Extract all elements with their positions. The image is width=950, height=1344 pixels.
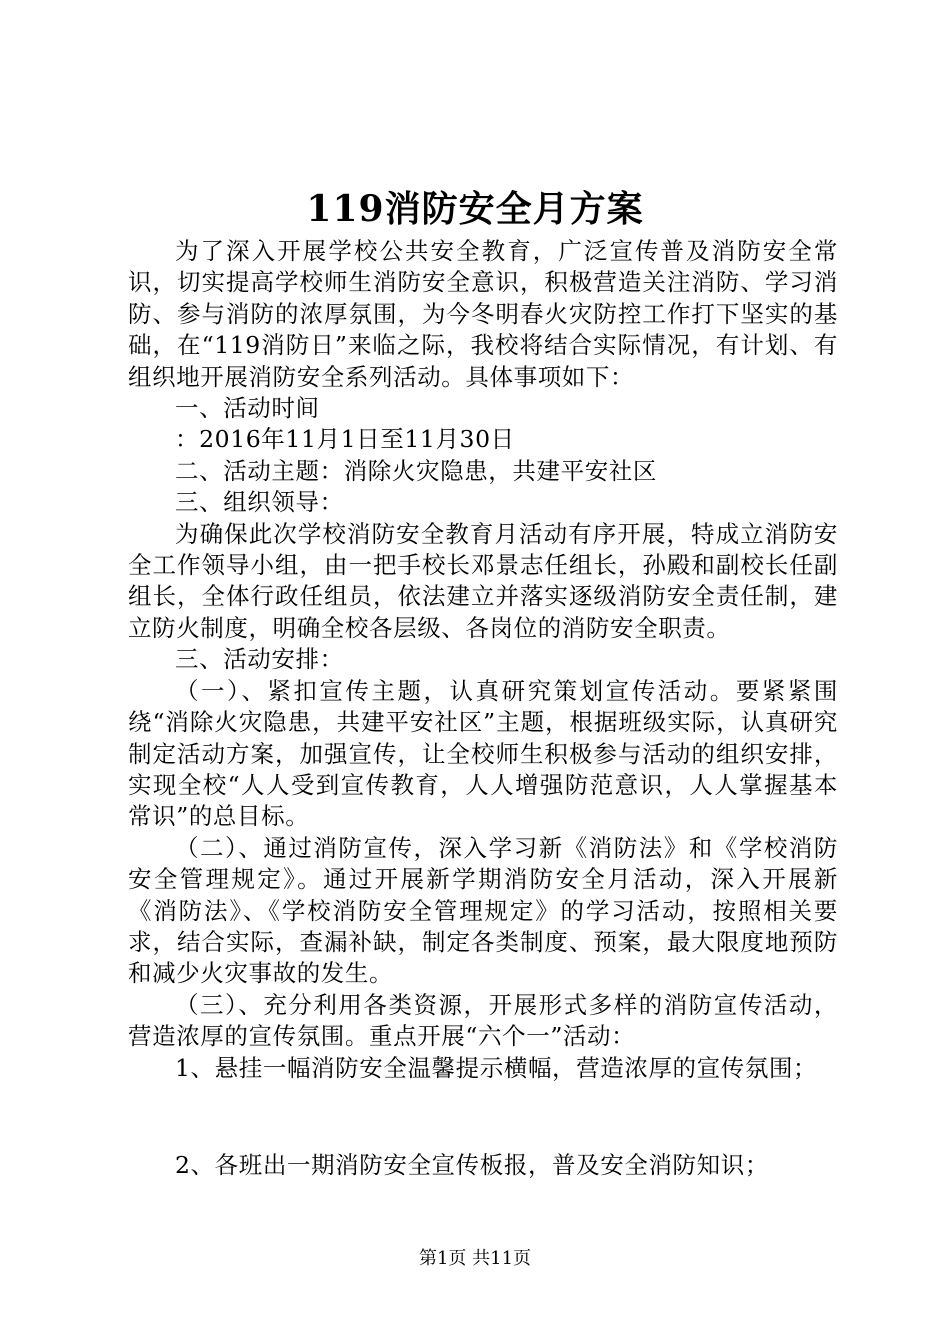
intro-paragraph: 为了深入开展学校公共安全教育，广泛宣传普及消防安全常识，切实提高学校师生消防安全意识，积极营造关注消防、学习消防、参与消防的浓厚氛围，为今冬明春火灾防控工作打下坚实的基础，在“119消防日”来临之际，我校将结合实际情况，有计划、有组织地开展消防安全系列活动。具体事项如下： bbox=[128, 237, 838, 391]
section-heading-time: 一、活动时间 bbox=[175, 394, 320, 423]
six-activities-item-1: 1、悬挂一幅消防安全温馨提示横幅，营造浓厚的宣传氛围； bbox=[175, 1053, 818, 1082]
arrangement-item-1: （一）、紧扣宣传主题，认真研究策划宣传活动。要紧紧围绕“消除火灾隐患，共建平安社区”主题，根据班级实际，认真研究制定活动方案，加强宣传，让全校师生积极参与活动的组织安排，实现全校“人人受到宣传教育，人人增强防范意识，人人掌握基本常识”的总目标。 bbox=[128, 676, 838, 831]
six-activities-item-2: 2、各班出一期消防安全宣传板报，普及安全消防知识； bbox=[175, 1151, 769, 1179]
page-footer: 第1页 共11页 bbox=[418, 1248, 532, 1269]
section-heading-arrangement: 三、活动安排： bbox=[175, 645, 344, 674]
arrangement-item-2: （二）、通过消防宣传，深入学习新《消防法》和《学校消防安全管理规定》。通过开展新学期消防安全月活动，深入开展新《消防法》、《学校消防安全管理规定》的学习活动，按照相关要求，结合实际，查漏补缺，制定各类制度、预案，最大限度地预防和减少火灾事故的发生。 bbox=[128, 833, 838, 988]
document-body bbox=[128, 236, 838, 1084]
section-heading-theme: 二、活动主题：消除火灾隐患，共建平安社区 bbox=[175, 456, 657, 485]
arrangement-item-3: （三）、充分利用各类资源，开展形式多样的消防宣传活动，营造浓厚的宣传氛围。重点开展“六个一”活动： bbox=[128, 990, 838, 1051]
section-heading-leadership: 三、组织领导： bbox=[175, 488, 344, 517]
leadership-paragraph: 为确保此次学校消防安全教育月活动有序开展，特成立消防安全工作领导小组，由一把手校长邓景志任组长，孙殿和副校长任副组长，全体行政任组员，依法建立并落实逐级消防安全责任制，建立防火制度，明确全校各层级、各岗位的消防安全职责。 bbox=[128, 519, 838, 642]
activity-dates: ：2016年11月1日至11月30日 bbox=[175, 425, 515, 454]
document-title: 119消防安全月方案 bbox=[306, 188, 644, 230]
